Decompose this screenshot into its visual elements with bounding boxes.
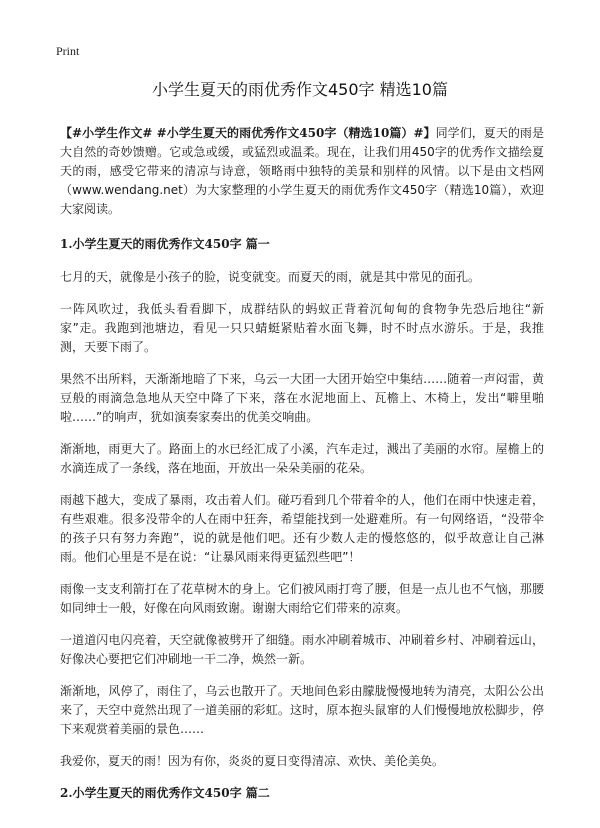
paragraph: 一阵风吹过，我低头看看脚下，成群结队的蚂蚁正背着沉甸甸的食物争先恐后地往“新家”走。我跑到池塘边，看见一只只蜻蜓紧贴着水面飞舞，时不时点水游乐。于是，我推测，天要下雨了。 bbox=[60, 302, 544, 354]
paragraph: 渐渐地，雨更大了。路面上的水已经汇成了小溪，汽车走过，溅出了美丽的水帘。屋檐上的水滴连成了一条线，落在地面，开放出一朵朵美丽的花朵。 bbox=[60, 442, 544, 475]
paragraph: 果然不出所料，天渐渐地暗了下来，乌云一大团一大团开始空中集结……随着一声闷雷，黄豆般的雨滴急急地从天空中降了下来，落在水泥地面上、瓦檐上、木椅上，发出“噼里啪啦……”的响声，犹如演奏家奏出的优美交响曲。 bbox=[60, 372, 544, 424]
paragraph: 渐渐地，风停了，雨住了，乌云也散开了。天地间色彩由朦胧慢慢地转为清亮，太阳公公出来了，天空中竟然出现了一道美丽的彩虹。这时，原本抱头鼠窜的人们慢慢地放松脚步，停下来观赏着美丽的景色…… bbox=[60, 684, 544, 736]
paragraph: 我爱你，夏天的雨！因为有你，炎炎的夏日变得清凉、欢快、美伦美奂。 bbox=[60, 754, 445, 768]
intro-tag: 【#小学生作文# #小学生夏天的雨优秀作文450字（精选10篇）#】 bbox=[60, 126, 436, 140]
section-heading-1: 1.小学生夏天的雨优秀作文450字 篇一 bbox=[60, 237, 270, 251]
intro-text: 同学们，夏天的雨是大自然的奇妙馈赠。它或急或缓，或猛烈或温柔。现在，让我们用450字的优秀作文描绘夏天的雨，感受它带来的清凉与诗意，领略雨中独特的美景和别样的风情。以下是由文档网（www.wendang.net）为大家整理的小学生夏天的雨优秀作文450字（精选10篇），欢迎大家阅读。 bbox=[60, 126, 544, 216]
intro-paragraph bbox=[60, 124, 544, 219]
article-body bbox=[60, 124, 544, 817]
paragraph: 七月的天，就像是小孩子的脸，说变就变。而夏天的雨，就是其中常见的面孔。 bbox=[60, 270, 481, 284]
paragraph: 雨像一支支利箭打在了花草树木的身上。它们被风雨打弯了腰，但是一点儿也不气恼，那腰如同绅士一般，好像在向风雨致谢。谢谢大雨给它们带来的凉爽。 bbox=[60, 582, 544, 615]
print-link[interactable]: Print bbox=[56, 44, 80, 58]
page-title: 小学生夏天的雨优秀作文450字 精选10篇 bbox=[152, 80, 448, 99]
paragraph: 一道道闪电闪亮着，天空就像被劈开了细缝。雨水冲刷着城市、冲刷着乡村、冲刷着远山，好像决心要把它们冲刷地一干二净，焕然一新。 bbox=[60, 633, 544, 666]
section-heading-2: 2.小学生夏天的雨优秀作文450字 篇二 bbox=[60, 786, 270, 800]
paragraph: 雨越下越大，变成了暴雨，攻击着人们。碰巧看到几个带着伞的人，他们在雨中快速走着，有些艰难。很多没带伞的人在雨中狂奔，希望能找到一处避难所。有一句网络语，“没带伞的孩子只有努力奔跑”，说的就是他们吧。还有少数人走的慢悠悠的，似乎故意让自己淋雨。他们心里是不是在说：“让暴风雨来得更猛烈些吧”！ bbox=[60, 493, 544, 564]
